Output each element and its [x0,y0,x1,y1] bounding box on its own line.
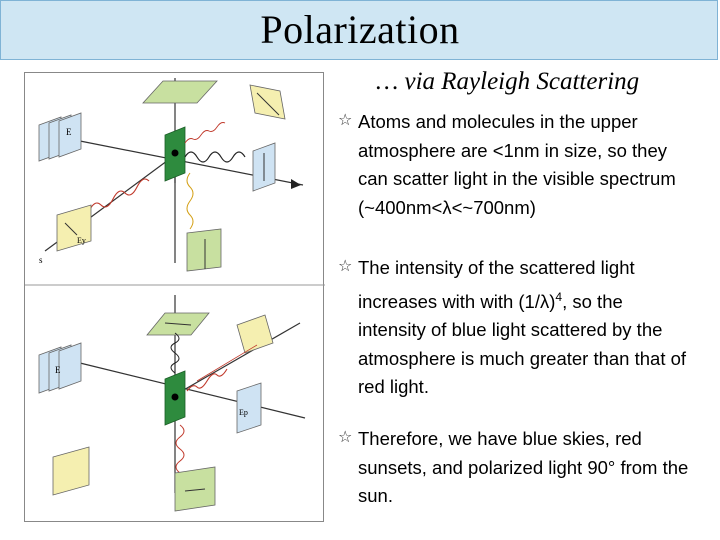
bullet-text-part: , so the intensity of blue light scattered by the atmosphere is much greater than that of red light. [358,290,687,398]
top-horizontal-plane [143,81,217,103]
e-label-top: E [66,127,72,137]
s-label-top: s [39,255,43,265]
ey-label-top: Ey [77,236,86,245]
slide-title: Polarization [260,7,460,52]
ep-label-bottom: Ep [239,408,248,417]
bullet-text: Atoms and molecules in the upper atmosphere are <1nm in size, so they can scatter light in the visible spectrum (~400nm<λ<~700nm) [358,111,676,218]
scattering-diagram [25,73,325,523]
star-bullet-icon: ☆ [338,427,353,446]
slide-subtitle: … via Rayleigh Scattering [376,68,640,95]
e-label-bottom: E [55,365,61,375]
star-bullet-icon: ☆ [338,110,353,129]
star-bullet-icon: ☆ [338,256,353,275]
bullet-text [358,254,693,402]
rayleigh-scattering-figure [24,72,324,522]
bullet-superscript: 4 [555,289,563,304]
bullet-text-part: The intensity of the scattered light increases with with (1/λ) [358,257,635,312]
bullet-text: Therefore, we have blue skies, red sunsets, and polarized light 90° from the sun. [358,428,689,506]
